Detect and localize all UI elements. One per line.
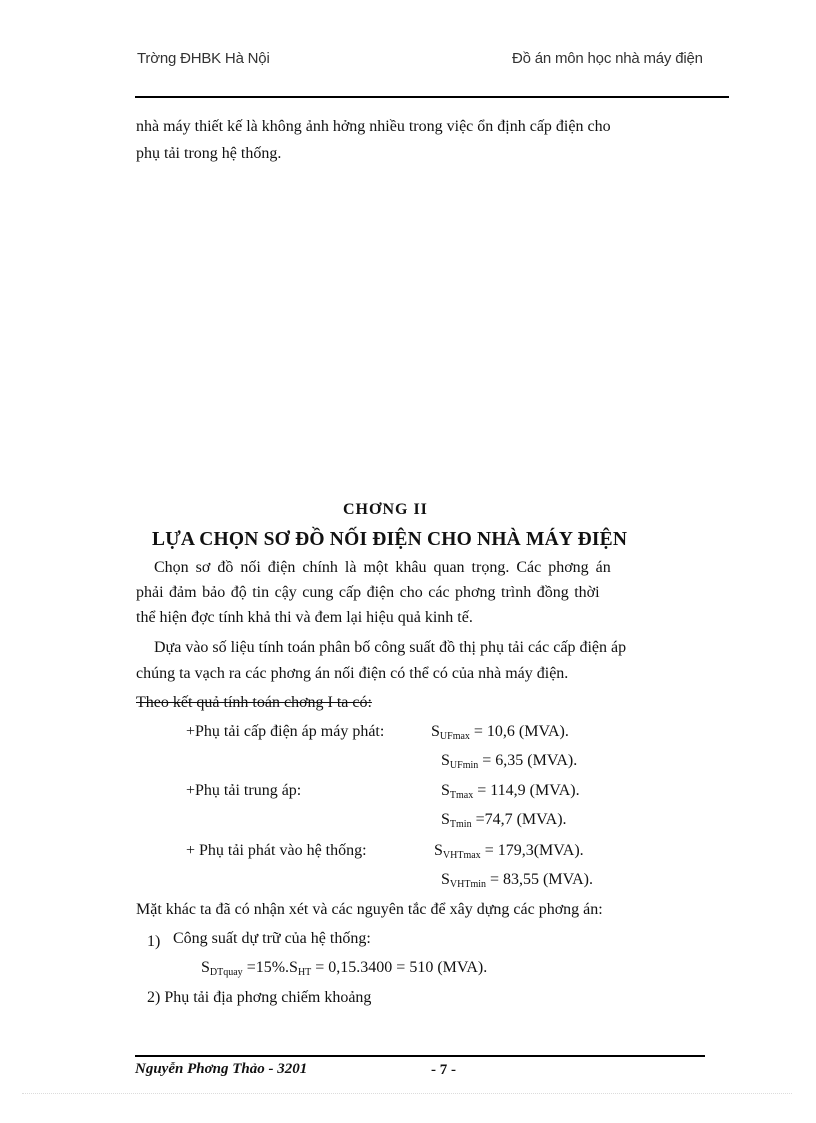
remarks-item-1-number: 1) [147,933,161,950]
remarks-intro: Mặt khác ta đã có nhận xét và các nguyên tắc để xây dựng các phơng án: [136,901,603,918]
footer-author: Nguyễn Phơng Thảo - 3201 [135,1061,308,1077]
bottom-dotted-border [22,1093,792,1094]
reserve-formula: $S_{DTquay} =15\%.S_{HT} = 0,15.3400 = 510$ (MVA). [201,959,488,978]
load-uf-label: +Phụ tải cấp điện áp máy phát: [186,723,385,740]
header-school: Trờng ĐHBK Hà Nội [137,50,270,67]
p1-line-1: Chọn sơ đồ nối điện chính là một khâu quan trọng. Các phơng án [154,559,611,576]
header-rule [135,96,729,98]
header-course: Đồ án môn học nhà máy điện [512,50,703,67]
page-number: - 7 - [431,1062,456,1078]
load-vht-min: $S_{VHTmin} = 83,55$ (MVA). [441,871,593,890]
chapter-title: LỰA CHỌN SƠ ĐỒ NỐI ĐIỆN CHO NHÀ MÁY ĐIỆN [152,529,628,550]
p1-line-2: phải đảm bảo độ tin cậy cung cấp điện cho các phơng trình đồng thời [136,584,600,601]
p1-line-3: thể hiện đợc tính khả thi và đem lại hiệu quả kinh tế. [136,609,473,626]
load-vht-max: $S_{VHTmax} = 179,3(MVA)$. [434,842,584,861]
load-t-label: +Phụ tải trung áp: [186,782,302,799]
remarks-item-1-text: Công suất dự trữ của hệ thống: [173,930,371,947]
p2-line-1: Dựa vào số liệu tính toán phân bố công suất đồ thị phụ tải các cấp điện áp [154,639,627,656]
load-t-min: $S_{Tmin} =74,7$ (MVA). [441,811,567,830]
chapter-label: CHƠNG II [343,501,428,518]
load-t-max: $S_{Tmax} = 114,9$ (MVA). [441,782,580,801]
intro-line-1: nhà máy thiết kế là không ảnh hởng nhiều trong việc ổn định cấp điện cho [136,118,611,135]
remarks-item-2: 2) Phụ tải địa phơng chiếm khoảng [147,989,372,1006]
load-vht-label: + Phụ tải phát vào hệ thống: [186,842,367,859]
load-uf-max: $S_{UFmax} = 10,6$ (MVA). [431,723,569,742]
load-uf-min: $S_{UFmin} = 6,35$ (MVA). [441,752,578,771]
intro-line-2: phụ tải trong hệ thống. [136,145,282,162]
p3-line: Theo kết quả tính toán chơng I ta có: [136,694,372,711]
p2-line-2: chúng ta vạch ra các phơng án nối điện có thể có của nhà máy điện. [136,665,569,682]
footer-rule [135,1055,705,1057]
